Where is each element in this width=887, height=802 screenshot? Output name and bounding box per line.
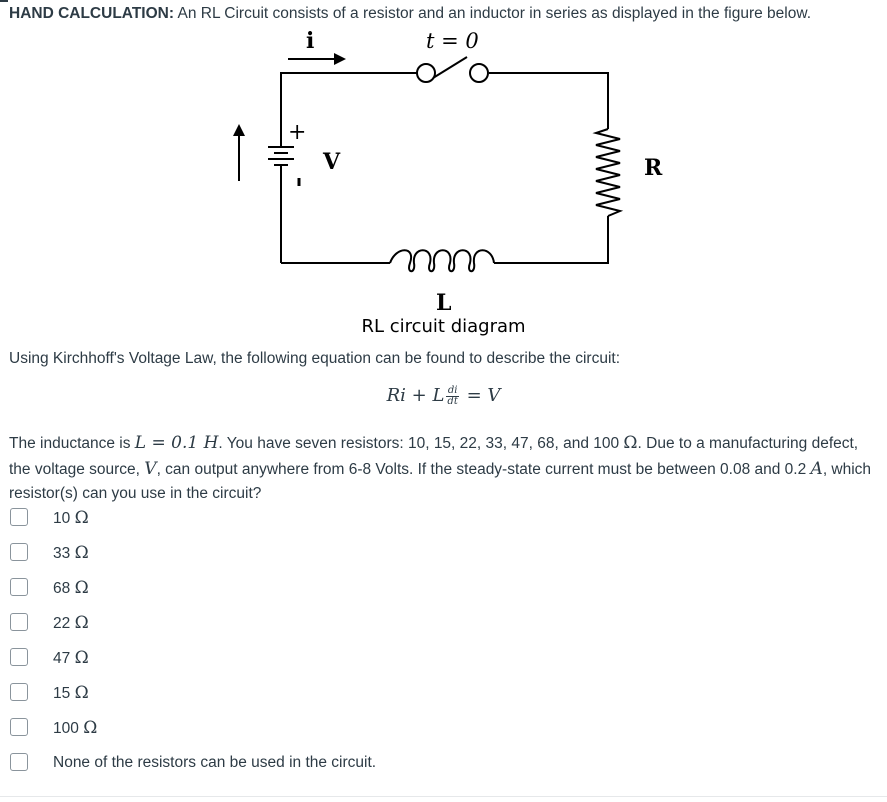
- answer-option[interactable]: [0, 505, 500, 531]
- corner-mark: [0, 0, 8, 2]
- answer-label[interactable]: 47 Ω: [53, 648, 89, 668]
- current-label: i: [306, 28, 315, 54]
- answer-checkbox[interactable]: [10, 508, 28, 526]
- answer-label[interactable]: 15 Ω: [53, 683, 89, 703]
- answer-checkbox[interactable]: [10, 753, 28, 771]
- answer-label[interactable]: 100 Ω: [53, 718, 98, 738]
- inductor-icon: [390, 250, 494, 271]
- header-label: HAND CALCULATION:: [9, 5, 175, 22]
- voltage-arrow-icon: [233, 124, 245, 181]
- problem-part-2: . You have seven resistors: 10, 15, 22, 33, 47, 68, and 100: [218, 435, 624, 452]
- answer-checkbox[interactable]: [10, 578, 28, 596]
- voltage-symbol: V: [144, 458, 157, 479]
- equation-rhs: = V: [460, 385, 501, 406]
- answer-option[interactable]: [0, 750, 500, 776]
- answer-label[interactable]: 22 Ω: [53, 613, 89, 633]
- ampere-symbol: A: [810, 458, 823, 479]
- ohm-symbol: Ω: [623, 433, 638, 453]
- diagram-caption: RL circuit diagram: [361, 316, 526, 337]
- problem-part-1: The inductance is: [9, 435, 135, 452]
- bottom-divider: [0, 796, 887, 797]
- answer-checkbox[interactable]: [10, 683, 28, 701]
- answer-option[interactable]: [0, 645, 500, 671]
- problem-part-4: , can output anywhere from 6-8 Volts. If the steady-state current must be between 0.08 and 0.2: [156, 460, 811, 478]
- header-text: An RL Circuit consists of a resistor and an inductor in series as displayed in the figure below.: [174, 5, 812, 22]
- answer-checkbox[interactable]: [10, 613, 28, 631]
- derivative-fraction: [446, 386, 458, 407]
- answer-checkbox[interactable]: [10, 648, 28, 666]
- answer-label[interactable]: None of the resistors can be used in the circuit.: [53, 754, 377, 771]
- question-header: [9, 4, 879, 24]
- inductor-label: L: [436, 290, 452, 316]
- switch-label: t = 0: [426, 29, 479, 53]
- answer-option[interactable]: [0, 610, 500, 636]
- answer-checkbox[interactable]: [10, 718, 28, 736]
- rl-circuit-diagram: [220, 26, 680, 316]
- voltage-label: V: [323, 149, 341, 175]
- resistor-icon: [596, 129, 620, 216]
- answer-label[interactable]: 68 Ω: [53, 578, 89, 598]
- answer-option[interactable]: [0, 715, 500, 741]
- inductance-value: L = 0.1 H: [134, 433, 219, 453]
- fraction-numerator: di: [447, 384, 458, 396]
- answer-option[interactable]: [0, 540, 500, 566]
- answer-option[interactable]: [0, 575, 500, 601]
- current-arrow-icon: [288, 53, 346, 65]
- switch-icon: [417, 57, 488, 82]
- equation-lhs: Ri + L: [386, 385, 445, 406]
- problem-part-5: , which resistor(s) can you use in the circuit?: [9, 460, 872, 502]
- problem-part-3: . Due to a manufacturing defect, the voltage source,: [9, 435, 859, 478]
- plus-sign: +: [288, 120, 307, 145]
- answer-checkbox[interactable]: [10, 543, 28, 561]
- answer-label[interactable]: 33 Ω: [53, 543, 89, 563]
- fraction-denominator: dt: [447, 395, 458, 407]
- resistor-label: R: [644, 155, 663, 181]
- problem-text: [9, 431, 881, 507]
- answer-option[interactable]: [0, 680, 500, 706]
- kvl-equation: [0, 384, 887, 408]
- intro-text: Using Kirchhoff's Voltage Law, the following equation can be found to describe the circuit:: [9, 350, 621, 367]
- answer-label[interactable]: 10 Ω: [53, 508, 89, 528]
